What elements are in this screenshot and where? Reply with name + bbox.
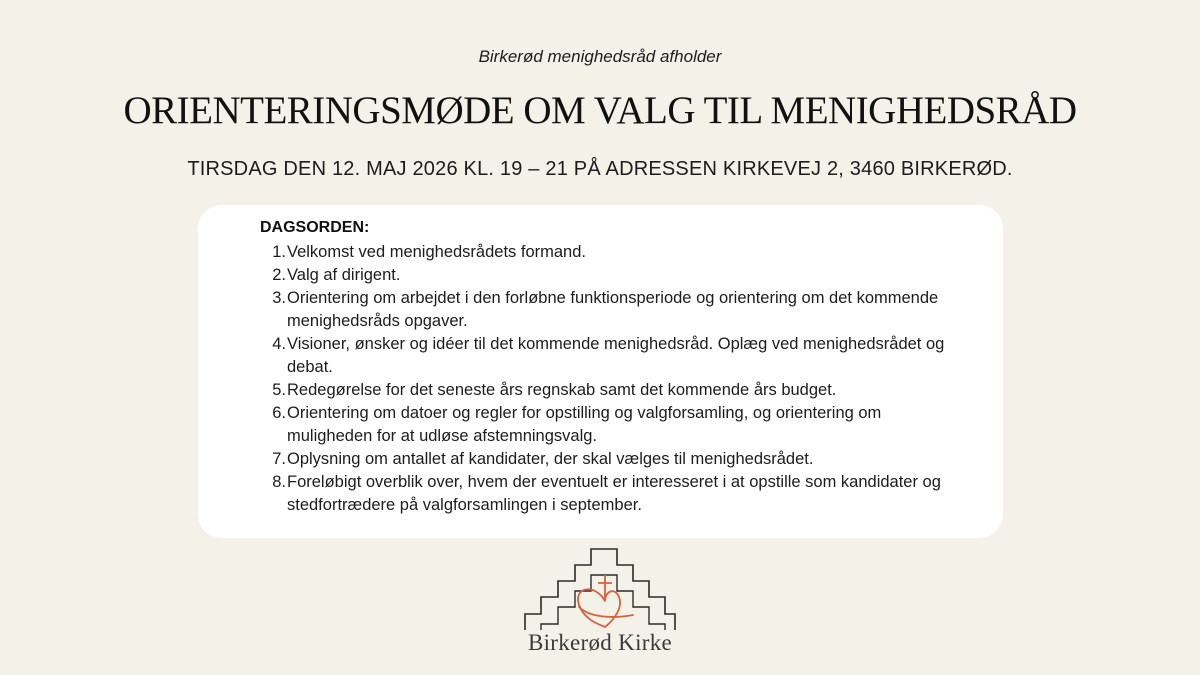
- logo-wordmark: Birkerød Kirke: [527, 630, 673, 655]
- agenda-item-text: Valg af dirigent.: [287, 266, 401, 284]
- agenda-item: [260, 287, 960, 333]
- event-date-address: TIRSDAG DEN 12. MAJ 2026 KL. 19 – 21 PÅ ADRESSEN KIRKEVEJ 2, 3460 BIRKERØD.: [187, 158, 1013, 180]
- agenda-item: [260, 471, 960, 517]
- agenda-item-text: Visioner, ønsker og idéer til det kommende menighedsråd. Oplæg ved menighedsrådet og debat.: [287, 335, 945, 376]
- agenda-item-number: 2.: [272, 266, 286, 284]
- agenda-item: [260, 379, 960, 402]
- agenda-item-number: 3.: [272, 289, 286, 307]
- agenda-item-number: 4.: [272, 335, 286, 353]
- agenda-heading: DAGSORDEN:: [260, 219, 370, 236]
- agenda-item-number: 7.: [272, 450, 286, 468]
- agenda-item-text: Velkomst ved menighedsrådets formand.: [287, 243, 586, 261]
- agenda-item: [260, 241, 960, 264]
- church-steps-outline: [525, 549, 675, 630]
- agenda-item-text: Orientering om datoer og regler for opstilling og valgforsamling, og orientering om muligheden for at udløse afstemningsvalg.: [287, 404, 882, 445]
- page-title: ORIENTERINGSMØDE OM VALG TIL MENIGHEDSRÅD: [123, 89, 1077, 132]
- agenda-item-text: Redegørelse for det seneste års regnskab samt det kommende års budget.: [287, 381, 837, 399]
- agenda-item-number: 8.: [272, 473, 286, 491]
- agenda-item: [260, 333, 960, 379]
- event-subtitle: Birkerød menighedsråd afholder: [478, 47, 722, 66]
- agenda-item-text: Foreløbigt overblik over, hvem der eventuelt er interesseret i at opstille som kandidater og stedfortrædere på valgforsamlingen i september.: [287, 473, 941, 514]
- agenda-item-text: Orientering om arbejdet i den forløbne funktionsperiode og orientering om det kommende menighedsråds opgaver.: [287, 289, 939, 330]
- agenda-item-number: 6.: [272, 404, 286, 422]
- agenda-item: [260, 448, 960, 471]
- agenda-item-number: 1.: [272, 243, 286, 261]
- agenda-list: [260, 241, 960, 517]
- agenda-item: [260, 264, 960, 287]
- agenda-card: [198, 205, 1003, 538]
- agenda-item-number: 5.: [272, 381, 286, 399]
- agenda-item: [260, 402, 960, 448]
- heart-stroke: [578, 589, 633, 627]
- agenda-item-text: Oplysning om antallet af kandidater, der skal vælges til menighedsrådet.: [287, 450, 814, 468]
